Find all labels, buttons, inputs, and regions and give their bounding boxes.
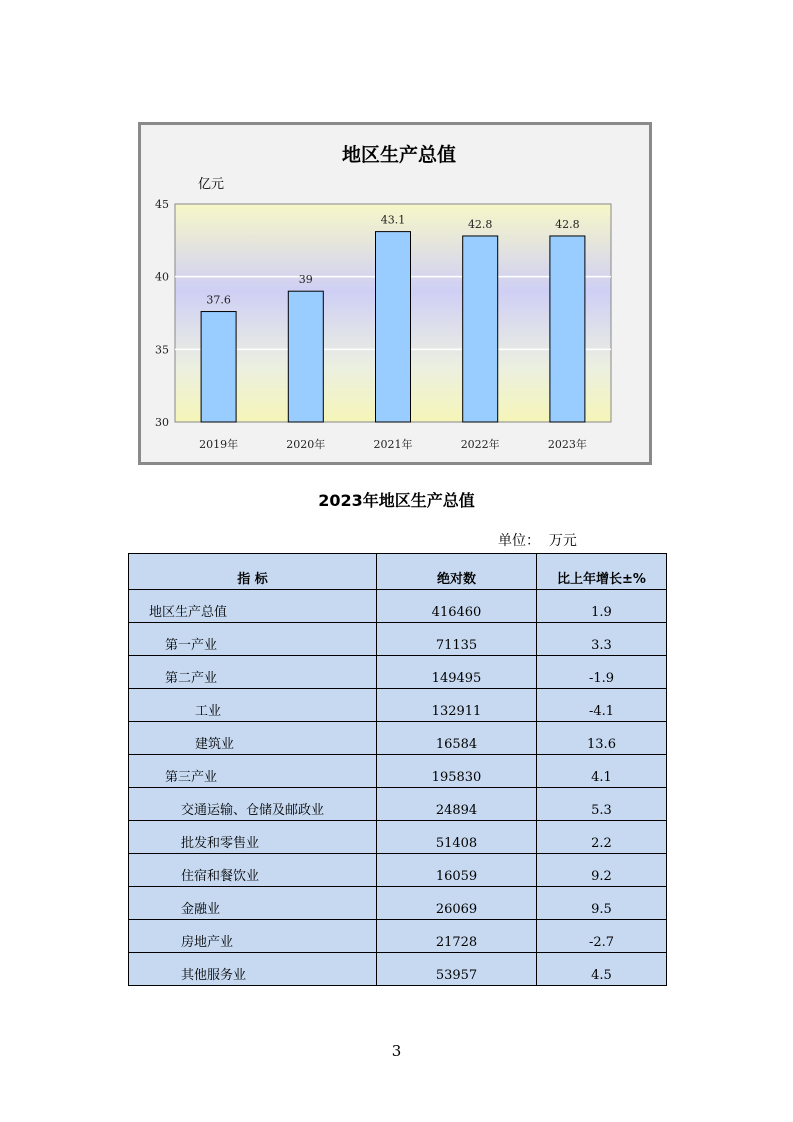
table-row (129, 821, 667, 854)
y-tick-label: 35 (155, 343, 169, 357)
row-indicator-name: 第一产业 (129, 623, 377, 656)
row-growth-rate: -1.9 (537, 656, 667, 689)
bar-value-label: 39 (298, 273, 313, 287)
row-absolute-value: 16059 (377, 854, 537, 887)
y-axis-unit-label: 亿元 (197, 177, 225, 192)
bar (288, 291, 323, 422)
row-absolute-value: 26069 (377, 887, 537, 920)
unit-label: 单位： 万元 (498, 533, 577, 549)
x-tick-label: 2022年 (460, 438, 500, 451)
row-absolute-value: 416460 (377, 590, 537, 623)
chart-frame (138, 122, 652, 465)
row-indicator-name: 地区生产总值 (129, 590, 377, 623)
row-growth-rate: 1.9 (537, 590, 667, 623)
row-indicator-name: 房地产业 (129, 920, 377, 953)
x-tick-label: 2023年 (547, 438, 587, 451)
y-tick-label: 30 (155, 416, 169, 429)
row-absolute-value: 21728 (377, 920, 537, 953)
table-row (129, 623, 667, 656)
row-growth-rate: 4.5 (537, 953, 667, 986)
bar (550, 236, 585, 422)
table-row (129, 953, 667, 986)
gdp-table (128, 553, 667, 986)
y-axis-ticks (155, 198, 169, 429)
row-growth-rate: 5.3 (537, 788, 667, 821)
row-absolute-value: 53957 (377, 953, 537, 986)
table-row (129, 689, 667, 722)
row-indicator-name: 工业 (129, 689, 377, 722)
bar-value-label: 43.1 (380, 213, 406, 227)
row-growth-rate: 13.6 (537, 722, 667, 755)
row-indicator-name: 金融业 (129, 887, 377, 920)
table-row (129, 788, 667, 821)
bar-value-label: 42.8 (555, 217, 580, 231)
row-absolute-value: 71135 (377, 623, 537, 656)
row-growth-rate: 4.1 (537, 755, 667, 788)
page-number: 3 (391, 1042, 402, 1060)
row-absolute-value: 51408 (377, 821, 537, 854)
gdp-bar-chart (141, 125, 649, 462)
bar-value-label: 42.8 (467, 217, 493, 231)
row-indicator-name: 交通运输、仓储及邮政业 (129, 788, 377, 821)
x-tick-label: 2019年 (199, 438, 239, 451)
row-indicator-name: 其他服务业 (129, 953, 377, 986)
row-growth-rate: -4.1 (537, 689, 667, 722)
y-tick-label: 40 (155, 270, 169, 284)
row-absolute-value: 149495 (377, 656, 537, 689)
bar-value-label: 37.6 (206, 293, 231, 307)
bar (376, 232, 411, 422)
header-indicator: 指 标 (129, 554, 377, 590)
row-growth-rate: 9.5 (537, 887, 667, 920)
table-row (129, 887, 667, 920)
table-row (129, 722, 667, 755)
row-indicator-name: 批发和零售业 (129, 821, 377, 854)
table-title: 2023年地区生产总值 (318, 491, 475, 510)
row-growth-rate: 2.2 (537, 821, 667, 854)
x-axis-ticks (199, 437, 587, 451)
row-absolute-value: 195830 (377, 755, 537, 788)
table-row (129, 755, 667, 788)
row-indicator-name: 建筑业 (129, 722, 377, 755)
row-growth-rate: 9.2 (537, 854, 667, 887)
row-growth-rate: 3.3 (537, 623, 667, 656)
row-indicator-name: 住宿和餐饮业 (129, 854, 377, 887)
table-header-row (129, 554, 667, 590)
row-absolute-value: 24894 (377, 788, 537, 821)
table-row (129, 920, 667, 953)
row-indicator-name: 第三产业 (129, 755, 377, 788)
header-growth-rate: 比上年增长±% (537, 554, 667, 590)
x-tick-label: 2020年 (286, 438, 326, 451)
table-body (129, 590, 667, 986)
table-row (129, 590, 667, 623)
table-row (129, 854, 667, 887)
table-row (129, 656, 667, 689)
row-absolute-value: 132911 (377, 689, 537, 722)
y-tick-label: 45 (155, 198, 169, 211)
row-growth-rate: -2.7 (537, 920, 667, 953)
row-indicator-name: 第二产业 (129, 656, 377, 689)
bar (463, 236, 498, 422)
row-absolute-value: 16584 (377, 722, 537, 755)
header-absolute-value: 绝对数 (377, 554, 537, 590)
chart-title: 地区生产总值 (341, 144, 457, 166)
bar (201, 312, 236, 422)
x-tick-label: 2021年 (373, 438, 413, 451)
